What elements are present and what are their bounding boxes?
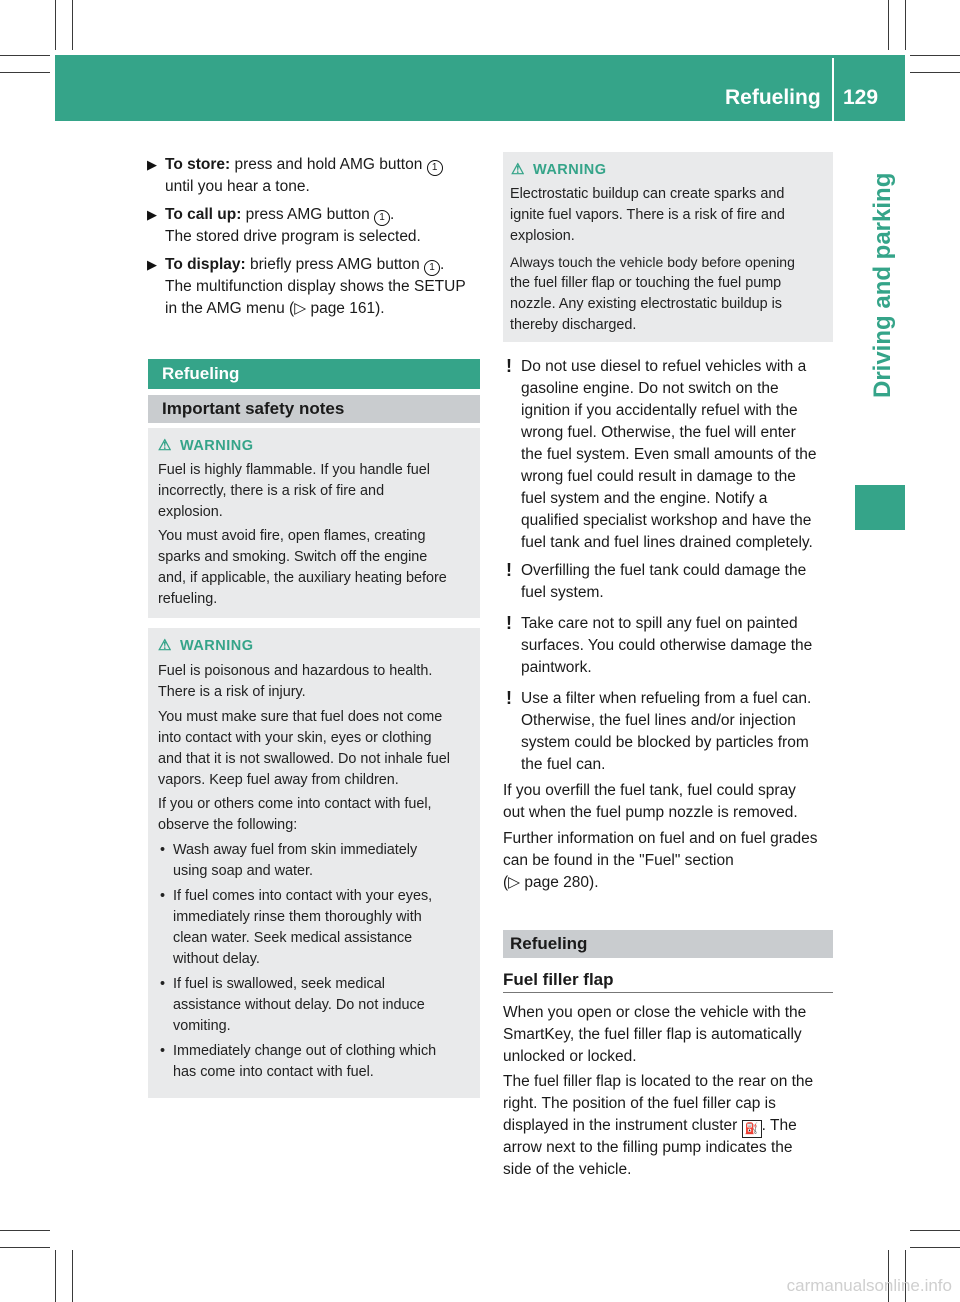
bullet-line: without delay. [173,951,260,967]
step-text: briefly press AMG button [249,256,420,273]
warning-line: observe the following: [158,817,298,833]
section-heading-refueling-2 [503,930,833,958]
crop-mark [888,0,889,50]
note-line: gasoline engine. Do not switch on the [521,380,779,397]
body-line: out when the fuel pump nozzle is removed. [503,804,798,821]
crop-mark [910,55,960,56]
subheading-fuel-filler-flap: Fuel filler flap [503,970,614,989]
bullet-dot: • [160,888,166,904]
bullet-line: Immediately change out of clothing which [173,1043,437,1059]
crop-mark [0,1230,50,1231]
body-line: Further information on fuel and on fuel grades [503,830,818,847]
bullet-line: Wash away fuel from skin immediately [173,842,418,858]
crop-mark [72,1250,73,1302]
bullet-dot: • [160,1043,166,1059]
note-line: fuel system. [521,584,604,601]
page-number: 129 [843,86,879,109]
body-line: If you overfill the fuel tank, fuel could spray [503,782,796,799]
note-exclamation-icon: ! [506,688,512,708]
step-text: press AMG button [245,206,370,223]
warning-triangle-icon: ⚠ [511,161,525,178]
crop-mark [910,72,960,73]
warning-line: into contact with your skin, eyes or clothing [158,730,432,746]
amg-button-symbol: 1 [424,260,440,276]
step-to-display: ▶ To display: briefly press AMG button 1 . The multifunction display shows the SETUP in the AMG menu (▷ page 161). [147,256,466,317]
warning-triangle-icon: ⚠ [158,437,172,454]
section-heading-safety [148,395,480,423]
warning-line: and that it is not swallowed. Do not inhale fuel [158,751,450,767]
body-line: unlocked or locked. [503,1048,637,1065]
warning-line: If you or others come into contact with fuel, [158,796,432,812]
bullet-line: vomiting. [173,1018,231,1034]
warning-box [148,628,480,1098]
warning-line: the fuel filler flap or touching the fuel pump [510,275,782,291]
warning-title: ⚠ WARNING [158,437,254,454]
warning-box [503,152,833,342]
note-exclamation-icon: ! [506,560,512,580]
note-exclamation-icon: ! [506,613,512,633]
header-title: Refueling [725,86,821,109]
note-line: fuel system and the engine. Notify a [521,490,768,507]
warning-line: refueling. [158,591,218,607]
warning-line: nozzle. Any existing electrostatic buildup is [510,296,782,312]
note-line: wrong fuel could result in damage to the [521,468,796,485]
crop-mark [910,1247,960,1248]
body-line [503,1115,797,1138]
bullet-dot: • [160,842,166,858]
warning-line: Electrostatic buildup can create sparks and [510,186,785,202]
note-line: ignition if you accidentally refuel with the [521,402,798,419]
warning-title: ⚠ WARNING [511,161,607,178]
warning-line: explosion. [510,228,575,244]
body-line: can be found in the "Fuel" section [503,852,734,869]
header-separator [832,58,834,121]
watermark: carmanualsonline.info [786,1276,952,1295]
step-text: The stored drive program is selected. [165,228,421,245]
bullet-line: immediately rinse them thoroughly with [173,909,422,925]
note-line: paintwork. [521,659,592,676]
bullet-line: assistance without delay. Do not induce [173,997,425,1013]
crop-mark [905,0,906,50]
amg-button-symbol: 1 [427,160,443,176]
warning-line: Fuel is poisonous and hazardous to health. [158,663,433,679]
note-line: fuel tank and fuel lines drained completely. [521,534,813,551]
body-line: arrow next to the filling pump indicates the [503,1139,793,1156]
crop-mark [0,1247,50,1248]
step-arrow-icon: ▶ [147,257,157,272]
crop-mark [55,0,56,50]
warning-line: vapors. Keep fuel away from children. [158,772,399,788]
warning-line: ignite fuel vapors. There is a risk of fire and [510,207,785,223]
note-line: Take care not to spill any fuel on painted [521,615,798,632]
body-line: SmartKey, the fuel filler flap is automatically [503,1026,802,1043]
side-chapter-label: Driving and parking [869,172,896,398]
crop-mark [0,72,50,73]
step-arrow-icon: ▶ [147,207,157,222]
section-title: Refueling [162,364,240,383]
bullet-line: using soap and water. [173,863,314,879]
step-text: in the AMG menu (▷ page 161). [165,300,385,317]
warning-line: Fuel is highly flammable. If you handle fuel [158,462,430,478]
warning-line: thereby discharged. [510,317,637,333]
warning-line: There is a risk of injury. [158,684,306,700]
subheading-rule [503,992,833,993]
bullet-line: If fuel comes into contact with your eyes, [173,888,433,904]
section-title: Refueling [510,934,588,953]
body-line: The fuel filler flap is located to the rear on the [503,1073,814,1090]
note-line: the fuel system. Even small amounts of the [521,446,817,463]
body-line: When you open or close the vehicle with the [503,1004,807,1021]
body-line: (▷ page 280). [503,874,599,891]
warning-line: You must avoid fire, open flames, creating [158,528,426,544]
step-to-call-up: ▶ To call up: press AMG button 1 . The stored drive program is selected. [147,206,421,245]
body-text: displayed in the instrument cluster [503,1117,738,1134]
note-line: Overfilling the fuel tank could damage the [521,562,807,579]
crop-mark [55,1250,56,1302]
amg-button-symbol: 1 [374,210,390,226]
note-line: system could be blocked by particles from [521,734,809,751]
warning-line: You must make sure that fuel does not come [158,709,443,725]
step-label: To store: [165,156,231,173]
warning-title: ⚠ WARNING [158,637,254,654]
note-line: Do not use diesel to refuel vehicles with a [521,358,807,375]
step-label: To display: [165,256,246,273]
warning-line: and, if applicable, the auxiliary heating before [158,570,447,586]
bullet-line: clean water. Seek medical assistance [173,930,413,946]
bullet-dot: • [160,976,166,992]
crop-mark [72,0,73,50]
note-line: qualified specialist workshop and have the [521,512,812,529]
note-line: wrong fuel. Otherwise, the fuel will enter [521,424,796,441]
warning-line: sparks and smoking. Switch off the engine [158,549,428,565]
note-line: Use a filter when refueling from a fuel can. [521,690,812,707]
crop-mark [0,55,50,56]
note-line: Otherwise, the fuel lines and/or injection [521,712,796,729]
body-text: . The [761,1117,797,1134]
note-line: the fuel can. [521,756,606,773]
section-title: Important safety notes [162,399,345,418]
step-text: until you hear a tone. [165,178,310,195]
warning-line: explosion. [158,504,223,520]
crop-mark [910,1230,960,1231]
section-heading-refueling [148,359,480,389]
warning-line: Always touch the vehicle body before opening [510,254,795,270]
step-to-store [147,154,485,198]
warning-triangle-icon: ⚠ [158,637,172,654]
bullet-line: has come into contact with fuel. [173,1064,374,1080]
step-text: press and hold AMG button [234,156,423,173]
step-arrow-icon: ▶ [147,157,157,172]
note-line: surfaces. You could otherwise damage the [521,637,813,654]
bullet-line: If fuel is swallowed, seek medical [173,976,385,992]
fuel-pump-icon: ⛽ [742,1120,762,1138]
body-line: side of the vehicle. [503,1161,632,1178]
step-label: To call up: [165,206,242,223]
note-exclamation-icon: ! [506,356,512,376]
step-text: The multifunction display shows the SETUP [165,278,466,295]
warning-line: incorrectly, there is a risk of fire and [158,483,385,499]
warning-box [148,428,480,618]
side-tab-marker [855,485,905,530]
body-line: right. The position of the fuel filler cap is [503,1095,776,1112]
